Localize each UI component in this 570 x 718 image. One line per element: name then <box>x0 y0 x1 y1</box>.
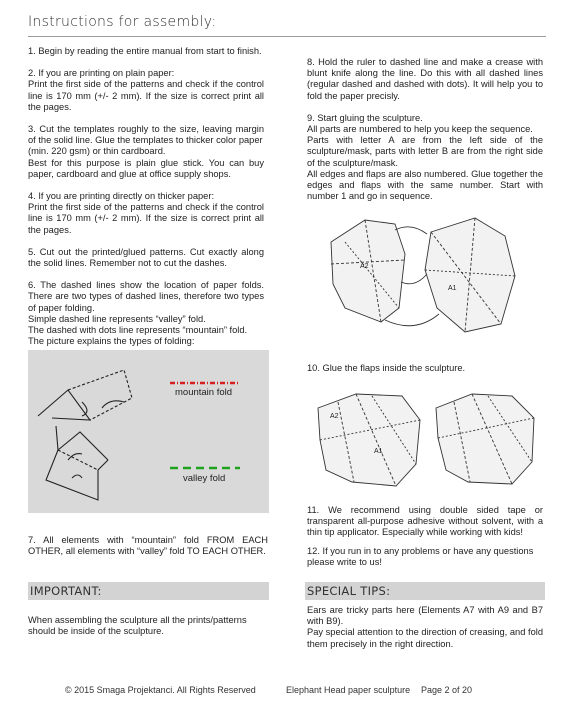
left-column-steps <box>28 46 264 358</box>
step-11 <box>307 505 543 539</box>
step-9: 9. Start gluing the sculpture. All parts are numbered to help you keep the sequence. Parts with letter A are from the left side of the sculpture/mask, parts with letter B are from the right side of the sculpture/mask. All edges and flaps are also numbered. Glue together the edges and flaps with the same number. Start with number 1 and go in sequence. <box>307 112 543 202</box>
footer-title: Elephant Head paper sculpture <box>286 685 411 695</box>
right-column-steps <box>307 57 543 213</box>
special-tips-heading <box>305 582 545 600</box>
diagram2-label-a2: A2 <box>330 413 339 420</box>
connector-top <box>395 227 427 234</box>
step-4: 4. If you are printing directly on thicker paper: Print the first side of the patterns and check if the control line is 170 mm (+/- 2 mm). If the size is correct print all the pages. <box>28 191 264 235</box>
important-note <box>28 615 266 637</box>
connector-bottom <box>385 314 439 326</box>
special-tips-note <box>307 605 543 650</box>
step-1: 1. Begin by reading the entire manual from start to finish. <box>28 46 262 56</box>
connector-middle <box>401 274 427 284</box>
footer-page-number: Page 2 of 20 <box>421 685 473 695</box>
footer-copyright: © 2015 Smaga Projektanci. All Rights Reserved <box>65 685 256 695</box>
diagram1-label-a2: A2 <box>360 263 369 270</box>
step-10 <box>307 363 543 374</box>
gluing-diagram <box>325 212 535 337</box>
step-2: 2. If you are printing on plain paper: Print the first side of the patterns and check if the control line is 170 mm (+/- 2 mm). If the size is correct print all the pages. <box>28 68 264 112</box>
step-5: 5. Cut out the printed/glued patterns. Cut exactly along the solid lines. Remember not to cut the dashes. <box>28 246 264 269</box>
step-6: 6. The dashed lines show the location of paper folds. There are two types of dashed lines, therefore two types of paper folding. Simple dashed line represents “valley” fold. The dashed with dots line represents “mountain” fold. The picture explains the types of folding: <box>28 280 264 347</box>
mountain-fold-label: mountain fold <box>175 387 233 398</box>
fold-illustration <box>28 350 269 513</box>
step-7-text: 7. All elements with “mountain” fold FROM EACH OTHER, all elements with “valley” fold TO EACH OTHER. <box>28 535 268 557</box>
diagram2-label-a1: A1 <box>374 448 383 455</box>
pattern-a2 <box>331 220 405 322</box>
flaps-diagram-right <box>436 394 534 484</box>
important-heading <box>28 582 269 600</box>
page-title: Instructions for assembly: <box>28 14 217 30</box>
important-title: IMPORTANT: <box>30 584 102 598</box>
diagram1-label-a1: A1 <box>448 285 457 292</box>
fold-types-diagram <box>28 350 269 513</box>
special-tips-title: SPECIAL TIPS: <box>307 584 391 598</box>
step-8: 8. Hold the ruler to dashed line and make a crease with blunt knife along the line. Do this with all dashed lines (regular dashed and dashed with dots). It will help you to fold the paper precisly. <box>307 57 543 101</box>
special-tips-text: Ears are tricky parts here (Elements A7 with A9 and B7 with B9). Pay special attention to the direction of creasing, and fold them precisely in the right direction. <box>307 605 543 649</box>
step-12 <box>307 546 543 568</box>
valley-fold-label: valley fold <box>183 473 226 484</box>
page-header <box>28 12 546 37</box>
flaps-diagram-left <box>318 394 420 486</box>
valley-fold-paper <box>46 426 108 500</box>
important-text: When assembling the sculpture all the prints/patterns should be inside of the sculpture. <box>28 615 247 637</box>
step-12-text: 12. If you run in to any problems or have any questions please write to us! <box>307 546 534 568</box>
flaps-diagram <box>312 390 544 490</box>
mountain-fold-paper <box>38 370 132 420</box>
step-10-text: 10. Glue the flaps inside the sculpture. <box>307 363 466 373</box>
step-11-text: 11. We recommend using double sided tape or transparent all-purpose adhesive without solvent, with a thin tip applicator. Especially while working with kids! <box>307 505 543 538</box>
step-3: 3. Cut the templates roughly to the size, leaving margin of the solid line. Glue the templates to thicker color paper (min. 220 gsm) or thin cardboard. Best for this purpose is plain glue stick. You can buy paper, cardboard and glue at office supply shops. <box>28 124 264 179</box>
step-7 <box>28 535 268 557</box>
